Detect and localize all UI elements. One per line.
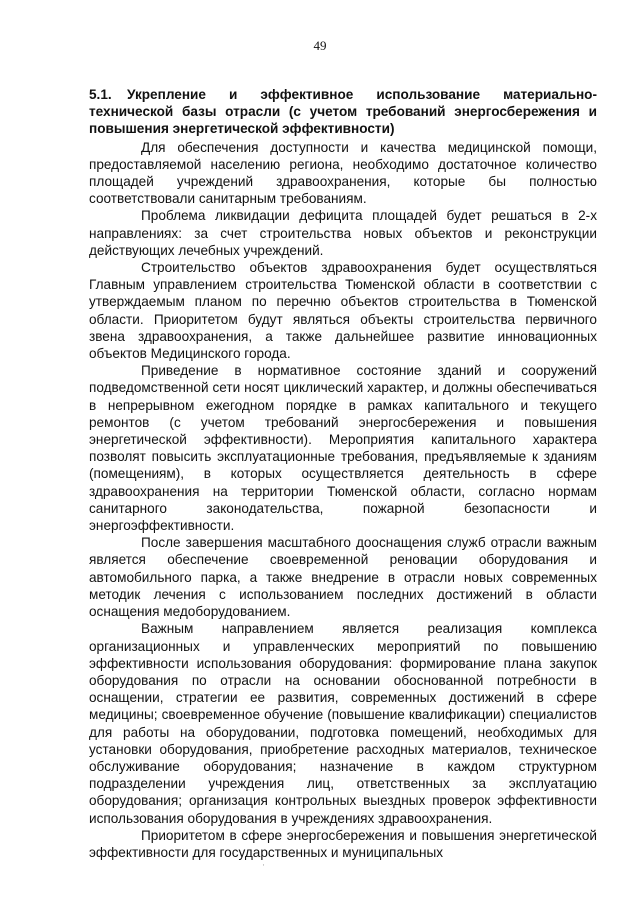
section-number: 5.1. — [89, 87, 112, 102]
paragraph: Важным направлением является реализация комплекса организационных и управленческих мероприятий по повышению эффективности использования оборудования: формирование плана закупок оборудования по отрасли на основании обоснованной потребности в оснащении, стратегии ее развития, современных достижений в сфере медицины; своевременное обучение (повышение квалификации) специалистов для работы на оборудовании, подготовка помещений, необходимых для установки оборудования, приобретение расходных материалов, техническое обслуживание оборудования; назначение в каждом структурном подразделении учреждения лиц, ответственных за эксплуатацию оборудования; организация контрольных выездных проверок эффективности использования оборудования в учреждениях здравоохранения. — [89, 621, 597, 826]
paragraph: Приоритетом в сфере энергосбережения и повышения энергетической эффективности для государственных и муниципальных — [89, 827, 597, 860]
paragraph: Для обеспечения доступности и качества медицинской помощи, предоставляемой населению региона, необходимо достаточное количество площадей учреждений здравоохранения, которые бы полностью соответствовали санитарным требованиям. — [89, 139, 597, 207]
paragraph: Проблема ликвидации дефицита площадей будет решаться в 2-х направлениях: за счет строительства новых объектов и реконструкции действующих лечебных учреждений. — [89, 208, 597, 258]
page-content — [89, 86, 597, 861]
paragraph: Приведение в нормативное состояние зданий и сооружений подведомственной сети носят циклический характер, и должны обеспечиваться в непрерывном ежегодном порядке в рамках капитального и текущего ремонтов (с учетом требований энергосбережения и повышения энергетической эффективности). Мероприятия капитального характера позволят повысить эксплуатационные требования, предъявляемые к зданиям (помещениям), в которых осуществляется деятельность в сфере здравоохранения на территории Тюменской области, согласно нормам санитарного законодательства, пожарной безопасности и энергоэффективности. — [89, 363, 597, 534]
paragraph: Строительство объектов здравоохранения будет осуществляться Главным управлением строительства Тюменской области в соответствии с утверждаемым планом по перечню объектов строительства в Тюменской области. Приоритетом будут являться объекты строительства первичного звена здравоохранения, а также дальнейшее развитие инновационных объектов Медицинского города. — [89, 260, 597, 362]
scan-speck: · — [262, 860, 265, 870]
page-number: 49 — [313, 38, 327, 53]
section-title: Укрепление и эффективное использование материально-технической базы отрасли (с учетом требований энергосбережения и повышения энергетической эффективности) — [89, 87, 597, 137]
section-heading — [89, 86, 597, 138]
paragraph: После завершения масштабного дооснащения служб отрасли важным является обеспечение своевременной реновации оборудования и автомобильного парка, а также внедрение в отрасли новых современных методик лечения с использованием последних достижений в области оснащения медоборудованием. — [89, 535, 597, 620]
